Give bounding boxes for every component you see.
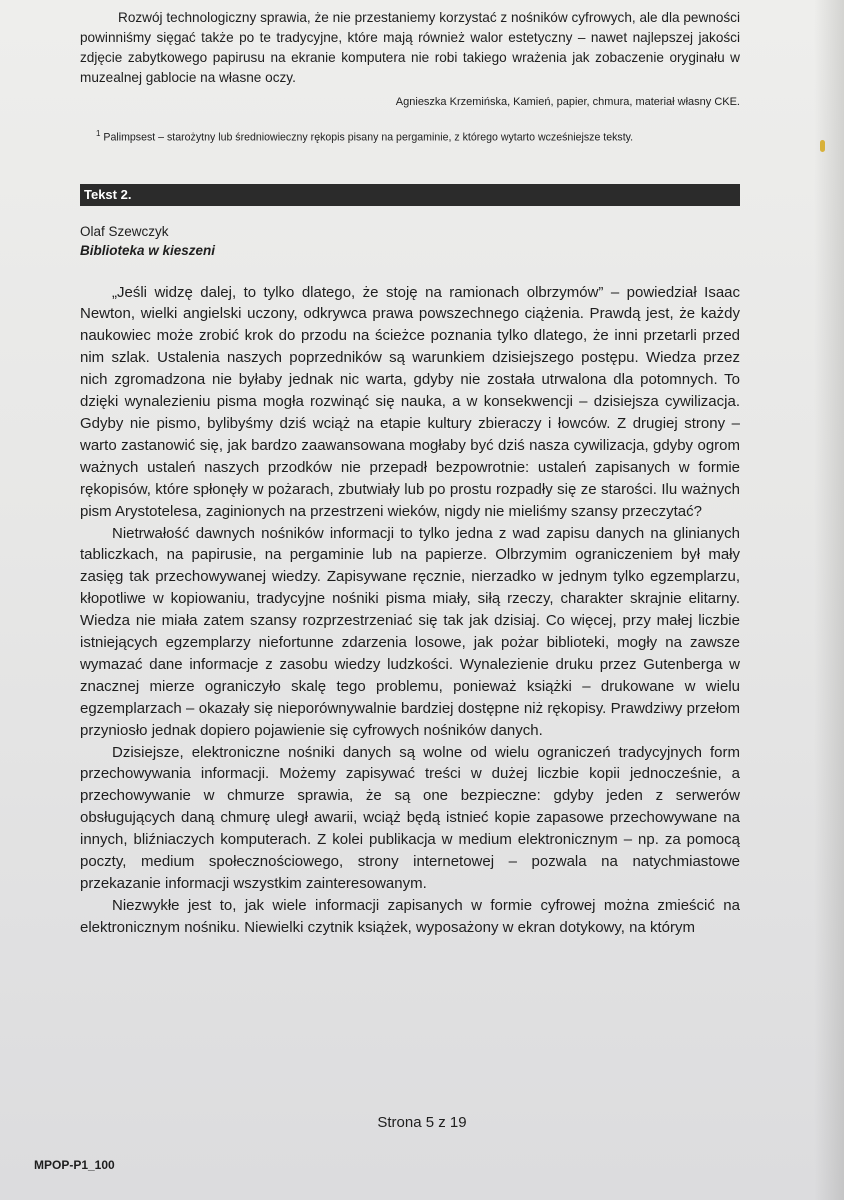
page-content [80, 8, 740, 939]
footnote [80, 126, 740, 146]
body-paragraph-3: Dzisiejsze, elektroniczne nośniki danych są wolne od wielu ograniczeń tradycyjnych form przechowywania informacji. Możemy zapisywać treści w dużej liczbie kopii jednocześnie, a przechowywanie w chmurze sprawia, że są one bezpieczne: gdyby jeden z serwerów obsługujących daną chmurę uległ awarii, wciąż będą istnieć kopie zapasowe przechowywane na innych, bliźniaczych komputerach. Z kolei publikacja w medium elektronicznym – np. za pomocą poczty, medium społecznościowego, strony internetowej – pozwala na natychmiastowe przekazanie informacji wszystkim zainteresowanym. [80, 743, 740, 892]
page-number: Strona 5 z 19 [377, 1114, 467, 1131]
highlighter-mark [820, 140, 825, 152]
excerpt-attribution: Agnieszka Krzemińska, Kamień, papier, chmura, materiał własny CKE. [395, 96, 740, 108]
body-paragraph-1: „Jeśli widzę dalej, to tylko dlatego, że stoję na ramionach olbrzymów” – powiedział Isaac Newton, wielki angielski uczony, odkrywca prawa powszechnego ciążenia. Prawdą jest, że każdy naukowiec może zrobić krok do przodu na ścieżce poznania tylko dlatego, że inni przetarli przed nim szlak. Ustalenia naszych poprzedników są warunkiem dzisiejszego postępu. Wiedza przez nich zgromadzona nie byłaby jednak nic warta, gdyby nie została utrwalona dla potomnych. To dzięki wynalezieniu pisma mogła rozwinąć się nauka, a w konsekwencji – dzisiejsza cywilizacja. Gdyby nie pismo, bylibyśmy dziś wciąż na etapie kultury zbieraczy i łowców. Z drugiej strony – warto zastanowić się, jak bardzo zaawansowana mogłaby być dziś nasza cywilizacja, gdyby ogrom ważnych ustaleń naszych przodków nie przepadł bezpowrotnie: ustaleń zapisanych w formie rękopisów, które spłonęły w pożarach, zbutwiały lub po prostu rozpadły się ze starości. Ilu ważnych pism Arystotelesa, zaginionych na przestrzeni wieków, nigdy nie mieliśmy szansy przeczytać? [80, 283, 740, 520]
text-title: Biblioteka w kieszeni [80, 242, 216, 258]
section-header-bar [80, 184, 740, 206]
text-body [80, 282, 740, 939]
document-code: MPOP-P1_100 [34, 1158, 115, 1172]
excerpt-paragraph: Rozwój technologiczny sprawia, że nie przestaniemy korzystać z nośników cyfrowych, ale dla pewności powinniśmy sięgać także po te tradycyjne, które mają również walor estetyczny – nawet najlepszej jakości zdjęcie zabytkowego papirusu na ekranie komputera nie robi takiego wrażenia jak zobaczenie oryginału w muzealnej gablocie na własne oczy. [80, 10, 740, 85]
body-paragraph-4: Niezwykłe jest to, jak wiele informacji zapisanych w formie cyfrowej można zmieścić na elektronicznym nośniku. Niewielki czytnik książek, wyposażony w ekran dotykowy, na którym [80, 896, 740, 936]
footnote-text: Palimpsest – starożytny lub średniowieczny rękopis pisany na pergaminie, z którego wytarto wcześniejsze teksty. [103, 131, 634, 144]
footnote-marker: 1 [96, 129, 101, 138]
top-excerpt [80, 8, 740, 146]
page-edge-shadow [814, 0, 844, 1200]
text-author: Olaf Szewczyk [80, 223, 169, 239]
body-paragraph-2: Nietrwałość dawnych nośników informacji to tylko jedna z wad zapisu danych na glinianych tabliczkach, na papirusie, na pergaminie lub na papierze. Olbrzymim ograniczeniem był mały zasięg tak przechowywanej wiedzy. Zapisywane ręcznie, nierzadko w jednym tylko egzemplarzu, kłopotliwe w kopiowaniu, tradycyjne nośniki pisma miały, siłą rzeczy, charakter skrajnie elitarny. Wiedza nie miała zatem szansy rozprzestrzeniać się tak jak dzisiaj. Co więcej, przy małej liczbie istniejących egzemplarzy niefortunne zdarzenia losowe, jak pożar biblioteki, mogły na zawsze wymazać dane informacje z zasobu wiedzy ludzkości. Wynalezienie druku przez Gutenberga w znacznej mierze ograniczyło skalę tego problemu, ponieważ książki – drukowane w wielu egzemplarzach – okazały się nieporównywalnie bardziej dostępne niż rękopisy. Prawdziwy przełom przyniosło jednak dopiero pojawienie się cyfrowych nośników danych. [80, 524, 740, 739]
section-label: Tekst 2. [84, 186, 132, 202]
